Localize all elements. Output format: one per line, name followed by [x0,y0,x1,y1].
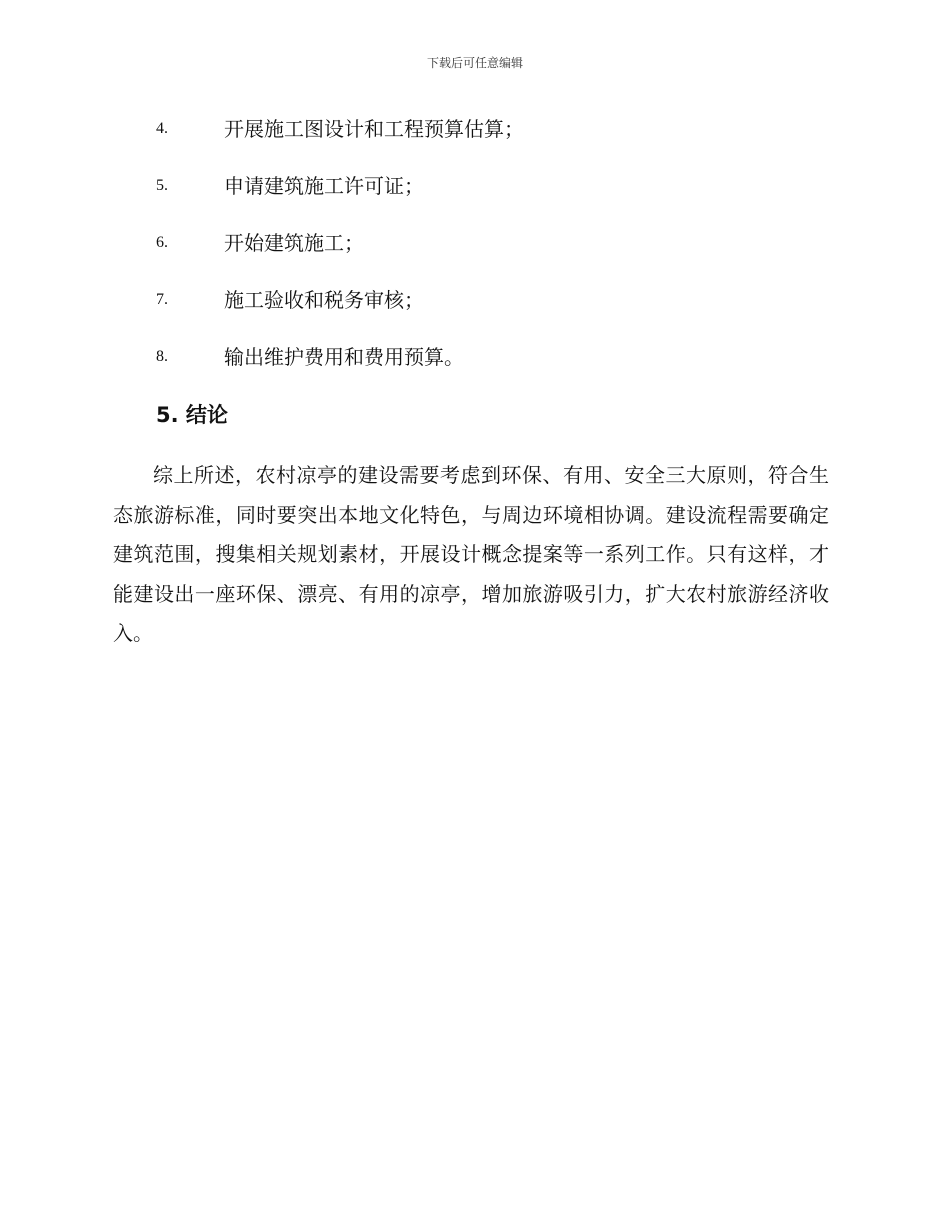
list-item [156,228,856,285]
list-item-number: 8. [156,348,168,365]
list-item-text: 施工验收和税务审核； [224,288,424,312]
list-item-number: 5. [156,177,168,194]
list-item-text: 输出维护费用和费用预算。 [224,345,464,369]
header-note: 下载后可任意编辑 [426,56,523,70]
list-item [156,114,856,171]
list-item-number: 6. [156,234,168,251]
list-item [156,342,856,399]
list-item-text: 开展施工图设计和工程预算估算； [224,117,524,141]
list-item-number: 4. [156,120,168,137]
list-item-text: 开始建筑施工； [224,231,364,255]
numbered-list [156,114,856,399]
list-item-number: 7. [156,291,168,308]
list-item [156,285,856,342]
list-item-text: 申请建筑施工许可证； [224,174,424,198]
list-item [156,171,856,228]
conclusion-paragraph: 综上所述，农村凉亭的建设需要考虑到环保、有用、安全三大原则，符合生态旅游标准，同时要突出本地文化特色，与周边环境相协调。建设流程需要确定建筑范围，搜集相关规划素材，开展设计概念提案等一系列工作。只有这样，才能建设出一座环保、漂亮、有用的凉亭，增加旅游吸引力，扩大农村旅游经济收入。 [113,463,829,646]
section-heading: 5. 结论 [156,403,228,427]
